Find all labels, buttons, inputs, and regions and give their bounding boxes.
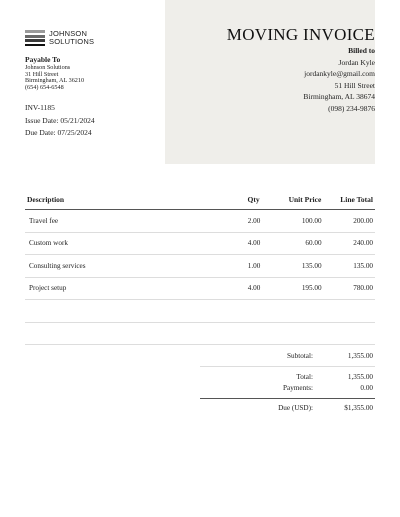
cell-line-total: 780.00 bbox=[353, 284, 373, 293]
payable-phone: (654) 654-6548 bbox=[25, 83, 64, 91]
payments-row bbox=[200, 383, 375, 394]
subtotal-row bbox=[200, 352, 375, 360]
cell-description: Project setup bbox=[29, 284, 67, 293]
cell-description: Consulting services bbox=[29, 261, 86, 270]
cell-qty: 2.00 bbox=[247, 216, 261, 225]
cell-qty: 1.00 bbox=[247, 261, 261, 270]
col-header-unit-price: Unit Price bbox=[288, 195, 322, 204]
subtotal-value: 1,355.00 bbox=[347, 352, 373, 360]
cell-unit-price: 195.00 bbox=[301, 284, 322, 293]
cell-unit-price: 60.00 bbox=[305, 239, 322, 248]
billed-city: Birmingham, AL 38674 bbox=[303, 92, 375, 101]
invoice-number: INV-1185 bbox=[25, 103, 55, 112]
subtotal-label: Subtotal: bbox=[287, 352, 313, 360]
table-header-row bbox=[25, 190, 375, 210]
amount-due-label: Due (USD): bbox=[278, 404, 313, 412]
table-row bbox=[25, 255, 375, 278]
payable-to-heading: Payable To bbox=[25, 55, 61, 64]
total-label: Total: bbox=[296, 373, 313, 381]
billed-email: jordankyle@gmail.com bbox=[304, 69, 375, 78]
billed-to-heading: Billed to bbox=[348, 46, 375, 55]
table-row bbox=[25, 233, 375, 256]
table-row bbox=[25, 210, 375, 233]
totals-block bbox=[200, 350, 375, 417]
billed-phone: (098) 234-9876 bbox=[328, 103, 375, 113]
logo-line-1: JOHNSON bbox=[49, 29, 88, 38]
issue-date: Issue Date: 05/21/2024 bbox=[25, 115, 95, 125]
table-row-empty bbox=[25, 323, 375, 346]
invoice-title: MOVING INVOICE bbox=[226, 25, 375, 44]
col-header-qty: Qty bbox=[247, 195, 260, 204]
cell-unit-price: 135.00 bbox=[301, 261, 322, 270]
logo-stripes-icon bbox=[25, 30, 45, 46]
due-date: Due Date: 07/25/2024 bbox=[25, 128, 92, 137]
payable-street: 31 Hill Street bbox=[25, 70, 59, 78]
line-items-table bbox=[25, 190, 375, 345]
cell-unit-price: 100.00 bbox=[301, 216, 322, 225]
payable-city: Birmingham, AL 36210 bbox=[25, 77, 85, 85]
cell-line-total: 240.00 bbox=[353, 239, 373, 248]
cell-description: Travel fee bbox=[29, 216, 59, 225]
col-header-description: Description bbox=[27, 195, 65, 204]
billed-name: Jordan Kyle bbox=[338, 57, 375, 67]
table-row-empty bbox=[25, 300, 375, 323]
payable-to-block bbox=[25, 57, 84, 91]
payable-name: Johnson Solutions bbox=[25, 64, 71, 72]
cell-qty: 4.00 bbox=[247, 239, 261, 248]
payments-value: 0.00 bbox=[360, 384, 373, 392]
billed-to-block bbox=[303, 45, 375, 114]
cell-description: Custom work bbox=[29, 239, 68, 248]
logo-line-2: SOLUTIONS bbox=[49, 37, 95, 46]
cell-line-total: 200.00 bbox=[353, 216, 373, 225]
cell-line-total: 135.00 bbox=[353, 261, 373, 270]
logo-text bbox=[49, 30, 94, 46]
billed-street: 51 Hill Street bbox=[334, 80, 375, 90]
amount-due-row bbox=[200, 404, 375, 412]
total-value: 1,355.00 bbox=[347, 373, 373, 381]
col-header-line-total: Line Total bbox=[340, 195, 373, 204]
cell-qty: 4.00 bbox=[247, 284, 261, 293]
table-row bbox=[25, 278, 375, 301]
invoice-meta bbox=[25, 102, 95, 140]
total-row bbox=[200, 372, 375, 383]
company-logo bbox=[25, 30, 94, 46]
payments-label: Payments: bbox=[283, 384, 313, 392]
amount-due-value: $1,355.00 bbox=[344, 404, 373, 412]
